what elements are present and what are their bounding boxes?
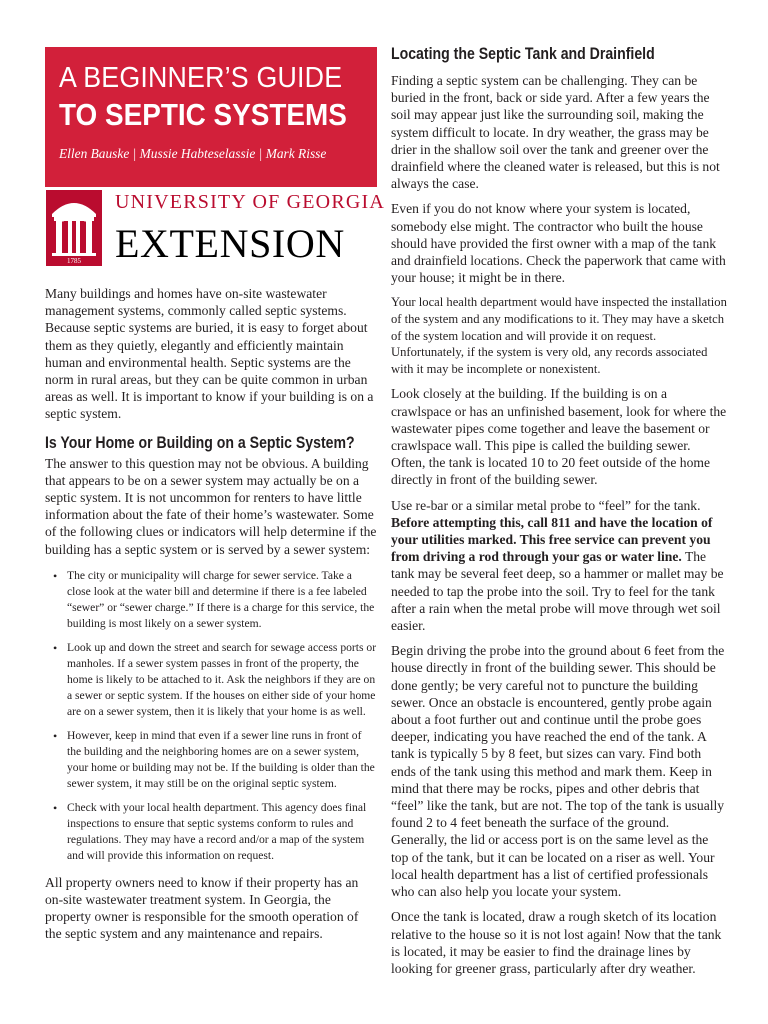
authors: Ellen Bauske | Mussie Habteselassie | Mark Risse (59, 146, 327, 161)
paragraph-building: Look closely at the building. If the building is on a crawlspace or has an unfinished basement, look for where the wastewater pipes come together and leave the basement or crawlspace wall. This pipe is called the building sewer. Often, the tank is located 10 to 20 feet outside of the home directly in front of the building sewer. (391, 386, 727, 488)
closing-paragraph: All property owners need to know if their property has an on-site wastewater treatment system. In Georgia, the property owner is responsible for the smooth operation of the septic system and any maintenance and repairs. (45, 874, 359, 942)
section-heading-septic-check: Is Your Home or Building on a Septic System? (45, 433, 355, 452)
paragraph-sketch: Once the tank is located, draw a rough sketch of its location relative to the house so it is not lost again! Now that the tank is located, it may be easier to find the drainage lines by looking for greener grass, particularly after dry weather. (391, 909, 722, 976)
paragraph-driving-probe: Begin driving the probe into the ground about 6 feet from the house directly in front of the building sewer. This should be done gently; be very careful not to puncture the building sewer. Once an obstacle is encountered, gently probe again about a foot further out and continue until the probe goes deeper, indicating you have reached the end of the tank. A tank is typically 5 by 8 feet, but sizes can vary. Find both ends of the tank using this method and mark them. Keep in mind that there may be rocks, pipes and other debris that “feel” like the tank, but are not. The top of the tank is usually found 2 to 4 feet beneath the surface of the ground. Generally, the lid or access port is on the same level as the top of the tank, but it can be located on a riser as well. Your local health department has a list of certified professionals who can also help you locate your system. (391, 643, 725, 900)
clues-list (45, 568, 377, 864)
uga-arch-icon (46, 190, 102, 266)
probe-text-start: Use re-bar or a similar metal probe to “feel” for the tank. (391, 497, 701, 513)
paragraph-probe (391, 497, 727, 635)
list-item: • However, keep in mind that even if a sewer line runs in front of the building and the neighboring homes are on a sewer system, your home or building may not be. If the building is older than the sewer system, it may still be on the original septic system. (53, 728, 377, 792)
arch-year: 1785 (67, 257, 81, 265)
paragraph-contractor: Even if you do not know where your system is located, somebody else might. The contractor who built the house should have provided the first owner with a map of the tank and drainfield locations. Check the paperwork that came with your house; it might be in there. (391, 201, 726, 286)
extension-wordmark: EXTENSION (115, 221, 345, 266)
paragraph-health-dept: Your local health department would have inspected the installation of the system and any modifications to it. They may have a sketch of the system location and will provide it on request. Unfortunately, if the system is very old, any records associated with it may be incomplete or nonexistent. (391, 295, 727, 376)
title-line-1: A BEGINNER’S GUIDE (59, 62, 343, 94)
uga-extension-logo (45, 187, 386, 269)
title-banner (45, 47, 377, 187)
intro-paragraph: Many buildings and homes have on-site wastewater management systems, commonly called septic systems. Because septic systems are buried, it is easy to forget about them as they quietly, elegantly and efficiently maintain human and environmental health. Septic systems are the norm in rural areas, but they can be quite common in urban areas as well. It is important to know if your building is on a septic system. (45, 286, 374, 422)
title-line-2: TO SEPTIC SYSTEMS (59, 97, 347, 132)
list-item: • Look up and down the street and search for sewage access ports or manholes. If a sewer system passes in front of the property, the home is likely to be attached to it. Ask the neighbors if they are on a sewer or septic system. If the houses on either side of your home are on a sewer system, then it is likely that your home is as well. (53, 640, 377, 720)
paragraph-finding: Finding a septic system can be challenging. They can be buried in the front, back or side yard. After a few years the soil may appear just like the surrounding soil, making the system difficult to locate. In dry weather, the grass may be drier in the shallow soil over the tank and greener over the drainfield where the cleaned water is released, but this is not always the case. (391, 73, 720, 192)
left-column (45, 47, 386, 943)
call-811-warning: Before attempting this, call 811 and have the location of your utilities marked. This free service can prevent you from driving a rod through your gas or water line. (391, 514, 713, 565)
right-column (391, 44, 727, 977)
section-paragraph: The answer to this question may not be obvious. A building that appears to be on a sewer system may actually be on a septic system. It is not uncommon for renters to have little information about the fate of their home’s wastewater. Some of the following clues or indicators will help determine if the building has a septic system or is served by a sewer system: (45, 455, 377, 557)
list-item: • The city or municipality will charge for sewer service. Take a close look at the water bill and determine if there is a fee labeled “sewer” or “sewer charge.” If there is a charge for this service, the building is most likely on a sewer system. (53, 568, 377, 632)
university-name: UNIVERSITY OF GEORGIA (115, 191, 386, 213)
list-item: • Check with your local health department. This agency does final inspections to ensure that septic systems conform to rules and regulations. They may have a record and/or a map of the system and will provide this information on request. (53, 800, 377, 864)
section-heading-locating: Locating the Septic Tank and Drainfield (391, 45, 655, 63)
probe-text-end: The tank may be several feet deep, so a hammer or mallet may be needed to tap the probe into the soil. Try to feel for the tank after a rain when the metal probe will move through wet soil easier. (391, 549, 724, 634)
